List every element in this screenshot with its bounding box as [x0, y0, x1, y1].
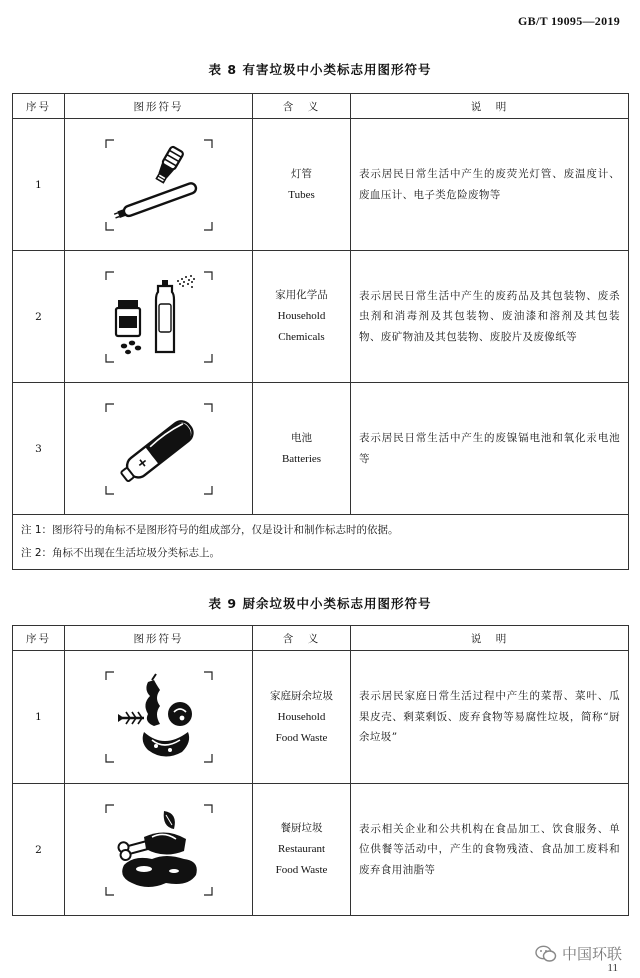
- row-number: 1: [13, 651, 65, 784]
- row-number: 2: [13, 784, 65, 916]
- symbol-cell: [65, 651, 253, 784]
- standard-code: GB/T 19095—2019: [518, 14, 620, 28]
- meaning-en-line2: Chemicals: [278, 331, 325, 343]
- table-row: [13, 651, 629, 784]
- notes-row: [13, 515, 629, 570]
- header-description: 说 明: [351, 94, 629, 119]
- row-number: 3: [13, 383, 65, 515]
- meaning-zh: 电池: [291, 431, 312, 444]
- table-header-row: [13, 626, 629, 651]
- header-symbol: 图形符号: [65, 626, 253, 651]
- meaning-en: Batteries: [281, 452, 322, 465]
- note-1: 注 1：图形符号的角标不是图形符号的组成部分，仅是设计和制作标志时的依据。: [21, 524, 399, 536]
- meaning-zh: 家用化学品: [275, 289, 328, 301]
- meaning-zh: 灯管: [291, 167, 312, 180]
- meaning-cell: [253, 383, 351, 515]
- table-8: [12, 93, 629, 570]
- header-symbol: 图形符号: [65, 94, 253, 119]
- tube-icon: [104, 138, 214, 232]
- watermark: [535, 943, 622, 964]
- meaning-en: Restaurant: [277, 843, 326, 855]
- meaning-zh: 餐厨垃圾: [280, 822, 323, 834]
- table-row: [13, 119, 629, 251]
- note-2: 注 2：角标不出现在生活垃圾分类标志上。: [21, 547, 221, 559]
- symbol-cell: [65, 383, 253, 515]
- description-cell: 表示居民家庭日常生活过程中产生的菜帮、菜叶、瓜果皮壳、剩菜剩饭、废弃食物等易腐性垃圾，简称“厨余垃圾”: [351, 651, 629, 784]
- description-cell: 表示相关企业和公共机构在食品加工、饮食服务、单位供餐等活动中，产生的食物残渣、食品加工废料和废弃食用油脂等: [351, 784, 629, 916]
- header-description: 说 明: [351, 626, 629, 651]
- notes-cell: [13, 515, 629, 570]
- symbol-cell: [65, 251, 253, 383]
- restaurant-food-waste-icon: [104, 803, 214, 897]
- header-meaning: 含 义: [253, 626, 351, 651]
- table-9: [12, 625, 629, 916]
- row-number: 1: [13, 119, 65, 251]
- wechat-icon: [535, 945, 557, 963]
- household-chemicals-icon: [104, 270, 214, 364]
- meaning-cell: [253, 651, 351, 784]
- table-row: [13, 383, 629, 515]
- meaning-en: Household: [277, 310, 326, 322]
- household-food-waste-icon: [104, 670, 214, 764]
- row-number: 2: [13, 251, 65, 383]
- battery-icon: [104, 402, 214, 496]
- table-row: [13, 784, 629, 916]
- meaning-cell: [253, 251, 351, 383]
- symbol-cell: [65, 119, 253, 251]
- description-cell: 表示居民日常生活中产生的废荧光灯管、废温度计、废血压计、电子类危险废物等: [351, 119, 629, 251]
- meaning-cell: [253, 119, 351, 251]
- header-no: 序号: [13, 94, 65, 119]
- watermark-text: 中国环联: [561, 945, 622, 963]
- meaning-cell: [253, 784, 351, 916]
- symbol-cell: [65, 784, 253, 916]
- page-number: 11: [607, 962, 618, 974]
- meaning-zh: 家庭厨余垃圾: [270, 689, 333, 702]
- meaning-en-line2: Food Waste: [275, 731, 328, 744]
- table-row: [13, 251, 629, 383]
- table-8-title: 表 8 有害垃圾中小类标志用图形符号: [208, 62, 432, 77]
- meaning-en-line2: Food Waste: [275, 864, 328, 876]
- description-cell: 表示居民日常生活中产生的废镍镉电池和氧化汞电池等: [351, 383, 629, 515]
- header-meaning: 含 义: [253, 94, 351, 119]
- meaning-en: Tubes: [288, 188, 315, 201]
- table-header-row: [13, 94, 629, 119]
- header-no: 序号: [13, 626, 65, 651]
- meaning-en: Household: [277, 710, 326, 723]
- description-cell: 表示居民日常生活中产生的废药品及其包装物、废杀虫剂和消毒剂及其包装物、废油漆和溶剂及其包装物、废矿物油及其包装物、废胶片及废像纸等: [351, 251, 629, 383]
- table-9-title: 表 9 厨余垃圾中小类标志用图形符号: [208, 596, 432, 611]
